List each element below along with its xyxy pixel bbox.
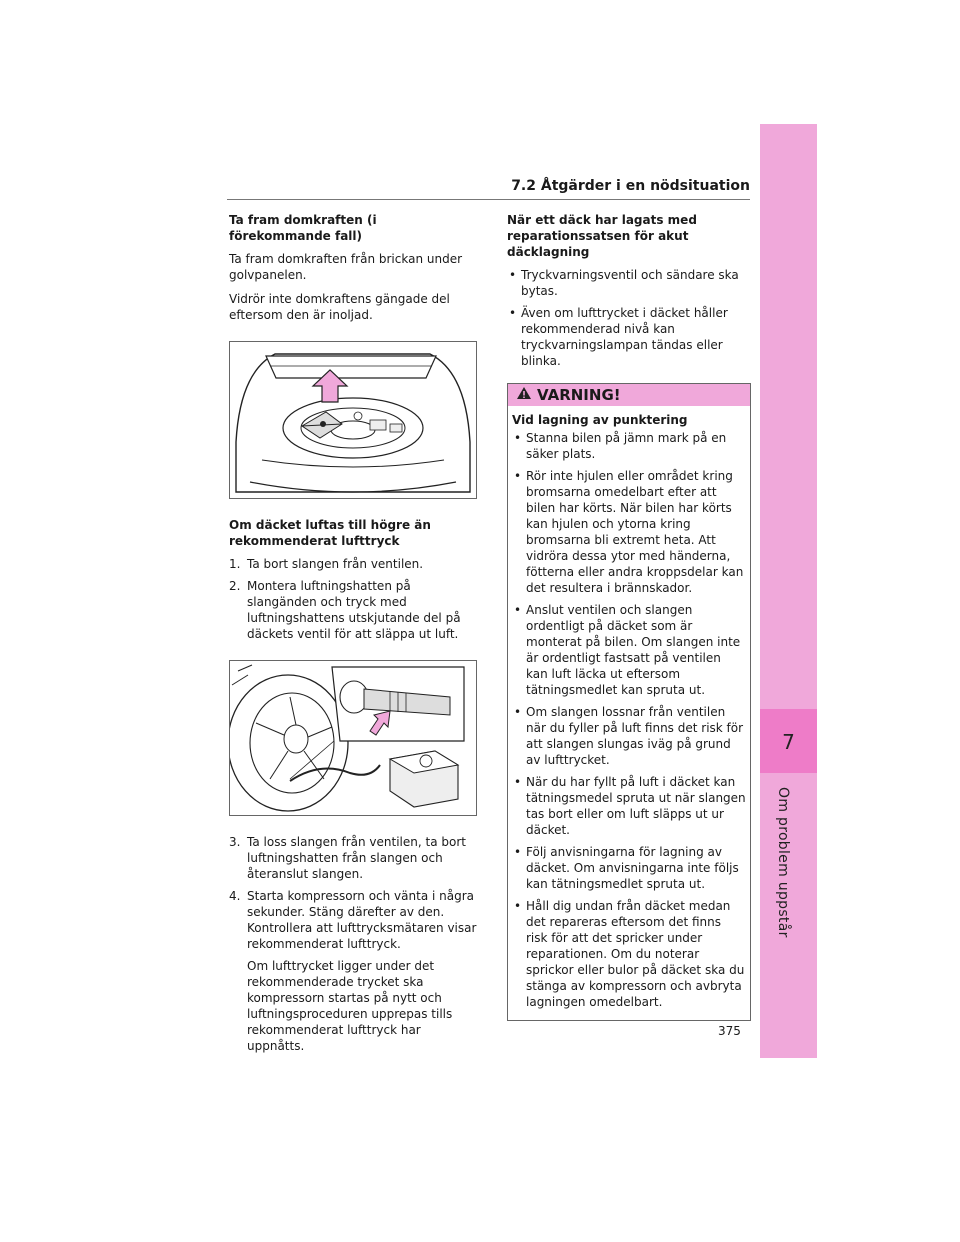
list-item: • Stanna bilen på jämn mark på en säker plats. <box>512 430 746 462</box>
paragraph: Vidrör inte domkraftens gängade del eftersom den är inoljad. <box>229 292 450 322</box>
jack-shape <box>302 412 342 438</box>
list-item: • Håll dig undan från däcket medan det repareras eftersom det finns risk för att det spricker under reparationen. Om du noterar sprickor eller bulor på däcket ska du stänga av kompressorn och avbryta lagningen omedelbart. <box>512 898 746 1010</box>
bullet-list <box>507 267 751 369</box>
warning-title: VARNING! <box>537 386 621 404</box>
list-item: • Tryckvarningsventil och sändare ska bytas. <box>507 267 751 299</box>
page-header-title: 7.2 Åtgärder i en nödsituation <box>511 178 750 194</box>
detail-inset <box>332 667 464 741</box>
warning-subheading: Vid lagning av punktering <box>512 413 688 427</box>
left-column <box>229 212 477 1062</box>
compressor-shape <box>390 751 458 807</box>
list-item: • Följ anvisningarna för lagning av däcket. Om anvisningarna inte följs kan tätningsmedlet spruta ut. <box>512 844 746 892</box>
list-item: 4. Starta kompressorn och vänta i några sekunder. Stäng därefter av den. Kontrollera att lufttrycksmätaren visar rekommenderat lufttryck. Om lufttrycket ligger under det rekommenderade trycket ska kompressorn startas på nytt och luftningsproceduren upprepas tills rekommenderat lufttryck har uppnåtts. <box>229 889 477 1053</box>
page-number: 375 <box>718 1024 741 1038</box>
chapter-side-tab <box>760 124 817 1058</box>
warning-box <box>507 383 751 1021</box>
list-item: • Rör inte hjulen eller området kring bromsarna omedelbart efter att bilen har körts. När bilen har körts kan hjulen och ytorna kring bromsarna bli extremt heta. Att vidröra dessa ytor med händerna, fötterna eller andra kroppsdelar kan det resultera i brännskador. <box>512 468 746 596</box>
paragraph: Ta fram domkraften från brickan under golvpanelen. <box>229 252 463 282</box>
wheel-shape <box>230 665 348 811</box>
right-column <box>507 212 751 1021</box>
steps-list <box>229 556 477 642</box>
warning-body <box>508 406 750 1020</box>
list-item: • Även om lufttrycket i däcket håller rekommenderad nivå kan tryckvarningslampan tändas eller blinka. <box>507 305 751 369</box>
steps-list-continued <box>229 834 477 1054</box>
trunk-jack-illustration <box>229 341 477 499</box>
warning-bullet-list <box>512 430 746 1010</box>
chapter-title: Om problem uppstår <box>775 787 791 938</box>
step-note: Om lufttrycket ligger under det rekommenderade trycket ska kompressorn startas på nytt och luftningsproceduren upprepas tills rekommenderat lufttryck har uppnåtts. <box>247 959 453 1053</box>
header-divider <box>227 199 750 200</box>
chapter-number: 7 <box>782 730 795 754</box>
section-heading-jack: Ta fram domkraften (i förekommande fall) <box>229 213 377 243</box>
list-item: • Anslut ventilen och slangen ordentligt på däcket som är monterat på bilen. Om slangen inte är ordentligt fastsatt på ventilen kan luft läcka ut eftersom tätningsmedlet kan spruta ut. <box>512 602 746 698</box>
warning-header <box>508 384 750 406</box>
warning-triangle-icon <box>516 384 532 406</box>
list-item: 2. Montera luftningshatten på slangänden och tryck med luftningshattens utskjutande del på däckets ventil för att släppa ut luft. <box>229 579 461 641</box>
section-heading-repaired-tire: När ett däck har lagats med reparationssatsen för akut däcklagning <box>507 213 697 259</box>
list-item: • När du har fyllt på luft i däcket kan tätningsmedel spruta ut när slangen tas bort eller om luft släpps ut ur däcket. <box>512 774 746 838</box>
list-item: • Om slangen lossnar från ventilen när du fyller på luft finns det risk för att slangen slungas iväg på grund av lufttrycket. <box>512 704 746 768</box>
list-item: 3. Ta loss slangen från ventilen, ta bort luftningshatten från slangen och återanslut slangen. <box>229 835 466 881</box>
list-item: 1. Ta bort slangen från ventilen. <box>229 557 424 571</box>
section-heading-overinflated: Om däcket luftas till högre än rekommenderat lufttryck <box>229 518 431 548</box>
valve-hose-illustration <box>229 660 477 816</box>
